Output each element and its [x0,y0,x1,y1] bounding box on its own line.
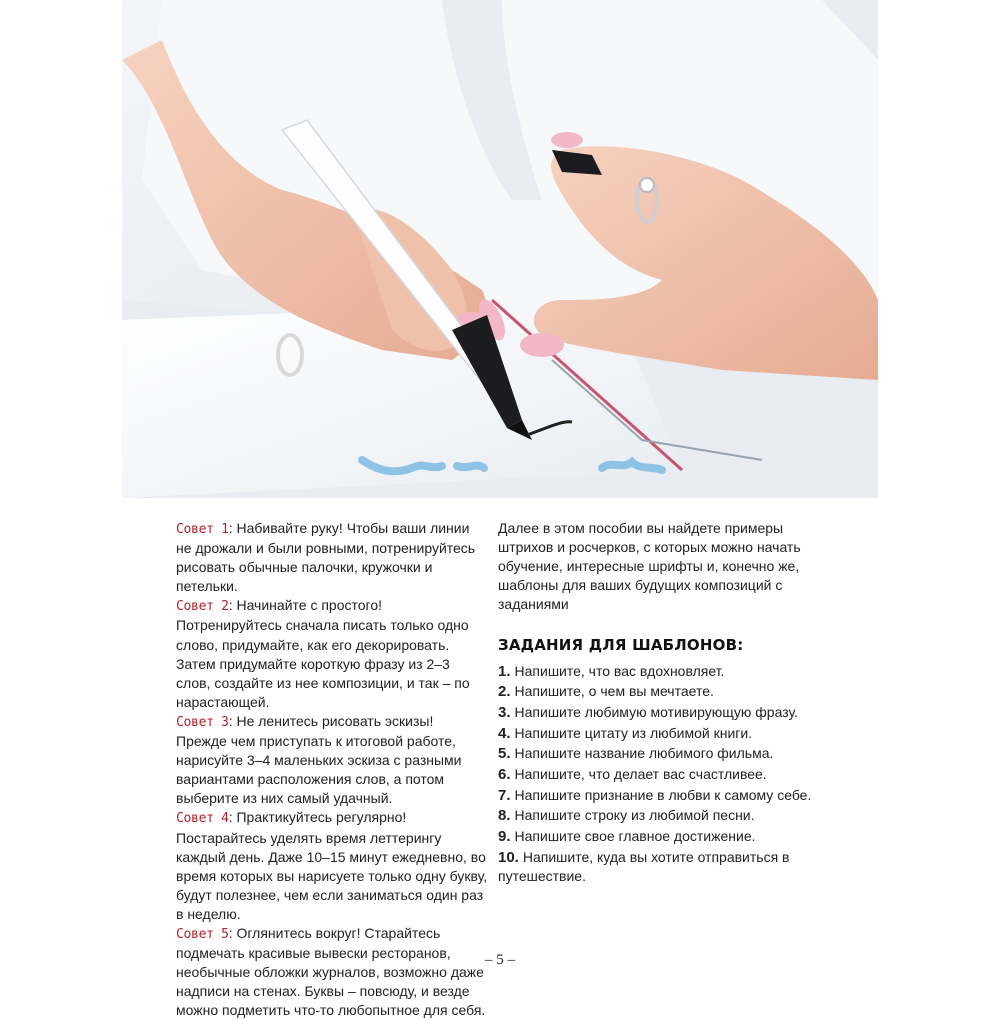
tip-text: Практикуйтесь регулярно! Постарайтесь уделять время леттерингу каждый день. Даже 10–15 минут ежедневно, во время которых вы нарисуете только одну букву, будут полезнее, чем если заниматься один раз в неделю. [176,809,488,922]
task-item [498,765,818,784]
task-text: Напишите, что делает вас счастливее. [514,766,767,782]
tip-5: Совет 5: Оглянитесь вокруг! Старайтесь подмечать красивые вывески ресторанов, необычные обложки журналов, возможно даже надписи на стенах. Буквы – повсюду, и везде можно подметить что-то любопытное для себя. [176,924,486,1019]
task-text: Напишите название любимого фильма. [514,745,774,762]
tip-label: Совет 4 [176,811,229,827]
task-number: 1. [498,662,511,680]
tip-text: Набивайте руку! Чтобы ваши линии не дрожали и были ровными, потренируйтесь рисовать обычные палочки, кружочки и петельки. [176,520,476,595]
tips-column [176,519,488,1020]
tip-text: Оглянитесь вокруг! Старайтесь подмечать красивые вывески ресторанов, необычные обложки журналов, возможно даже надписи на стенах. Буквы – повсюду, и везде можно подметить что-то любопытное для себя. [176,924,486,1019]
task-item [498,827,818,846]
task-number: 8. [498,807,511,825]
task-item [498,662,818,681]
task-number: 6. [498,766,511,783]
task-number: 2. [498,683,511,701]
task-number: 5. [498,745,511,763]
task-item [498,806,818,825]
task-text: Напишите цитату из любимой книги. [514,724,753,741]
tip-1: Совет 1: Набивайте руку! Чтобы ваши линии не дрожали и были ровными, потренируйтесь рисовать обычные палочки, кружочки и петельки. [176,520,476,595]
intro-paragraph: Далее в этом пособии вы найдете примеры штрихов и росчерков, с которых можно начать обучение, интересные шрифты и, конечно же, шаблоны для ваших будущих композиций с заданиями [498,520,801,613]
task-item [498,703,818,722]
task-text: Напишите, что вас вдохновляет. [514,662,725,679]
tasks-heading: ЗАДАНИЯ ДЛЯ ШАБЛОНОВ: [498,636,744,655]
tip-text: Начинайте с простого! Потренируйтесь сначала писать только одно слово, придумайте, как его декорировать. Затем придумайте короткую фразу из 2–3 слов, создайте из нее композиции, и так – по нарастающей. [176,597,470,710]
tip-3: Совет 3: Не ленитесь рисовать эскизы! Прежде чем приступать к итоговой работе, нарисуйте 3–4 маленьких эскиза с разными вариантами расположения слов, а потом выберите из них самый удачный. [176,712,462,807]
task-item [498,786,818,805]
task-number: 7. [498,786,511,804]
task-number: 4. [498,724,511,742]
task-number: 10. [498,848,519,866]
task-text: Напишите, о чем вы мечтаете. [514,683,714,700]
tip-4: Совет 4: Практикуйтесь регулярно! Постарайтесь уделять время леттерингу каждый день. Даже 10–15 минут ежедневно, во время которых вы нарисуете только одну букву, будут полезнее, чем если заниматься один раз в неделю. [176,809,488,922]
tasks-column [498,519,818,888]
lettering-photo [122,0,878,498]
tip-label: Совет 2 [176,599,229,615]
task-text: Напишите свое главное достижение. [514,828,756,845]
tip-text: Не ленитесь рисовать эскизы! Прежде чем приступать к итоговой работе, нарисуйте 3–4 маленьких эскиза с разными вариантами расположения слов, а потом выберите из них самый удачный. [176,712,462,807]
tasks-list [498,662,818,886]
task-text: Напишите, куда вы хотите отправиться в путешествие. [498,848,790,884]
page-number: – 5 – [485,952,515,968]
tip-label: Совет 5 [176,926,229,942]
tip-2: Совет 2: Начинайте с простого! Потренируйтесь сначала писать только одно слово, придумайте, как его декорировать. Затем придумайте короткую фразу из 2–3 слов, создайте из нее композиции, и так – по нарастающей. [176,597,470,710]
task-text: Напишите любимую мотивирующую фразу. [514,703,798,720]
task-number: 3. [498,703,511,721]
task-item [498,724,818,743]
task-number: 9. [498,828,511,846]
task-text: Напишите строку из любимой песни. [514,807,755,824]
task-item [498,682,818,701]
task-item [498,848,818,886]
tip-label: Совет 3 [176,714,229,730]
tip-label: Совет 1 [176,522,229,537]
task-text: Напишите признание в любви к самому себе. [514,786,812,803]
task-item [498,744,818,763]
